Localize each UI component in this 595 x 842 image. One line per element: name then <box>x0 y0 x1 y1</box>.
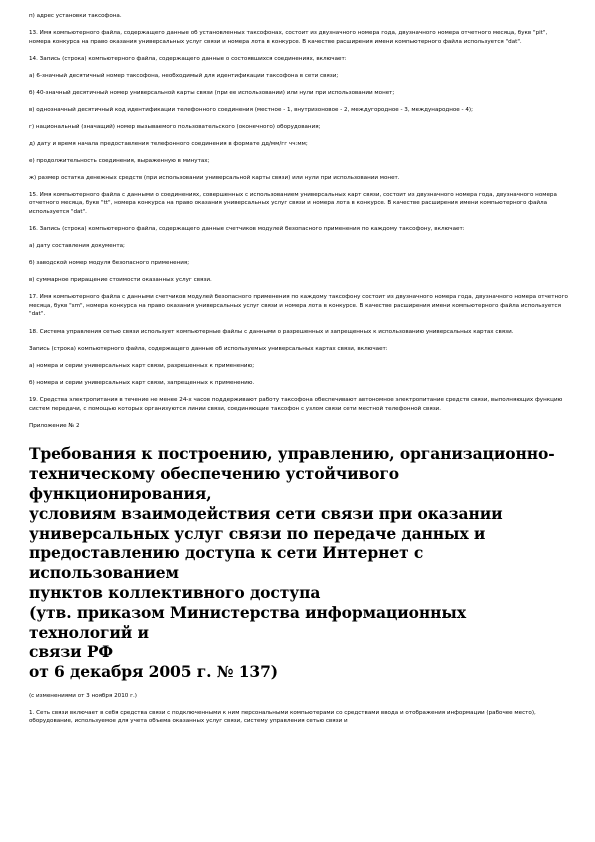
heading-line: Требования к построению, управлению, организационно- <box>29 444 555 464</box>
amendment-note: (с изменениями от 3 ноября 2010 г.) <box>29 692 137 699</box>
paragraph-14e: е) продолжительность соединения, выраженную в минутах; <box>29 157 210 164</box>
heading-line: универсальных услуг связи по передаче данных и <box>29 523 486 543</box>
paragraph-14b: б) 40-значный десятичный номер универсальной карты связи (при ее использовании) или нули при использовании монет; <box>29 90 395 97</box>
paragraph-13: 13. Имя компьютерного файла, содержащего данные об установленных таксофонах, состоит из двузначного номера года, двузначного номера отчетного месяца, букв "pit", номера конкурса на право оказания универсальных услуг связи и номера лота в конкурсе. В качестве расширения имени компьютерного файла используется "dat". <box>29 30 548 45</box>
paragraph-16: 16. Запись (строка) компьютерного файла, содержащего данные счетчиков модулей безопасного применения по каждому таксофону, включает: <box>29 226 465 233</box>
paragraph-14g: г) национальный (значащий) номер вызываемого пользовательского (оконечного) оборудования; <box>29 123 321 130</box>
paragraph-14a: а) 6-значный десятичный номер таксофона, необходимый для идентификации таксофона в сети связи; <box>29 73 339 80</box>
paragraph-item-p: п) адрес установки таксофона. <box>29 13 122 19</box>
paragraph-16v: в) суммарное приращение стоимости оказанных услуг связи. <box>29 276 212 283</box>
paragraph-18-record: Запись (строка) компьютерного файла, содержащего данные об используемых универсальных картах связи, включает: <box>29 345 388 352</box>
paragraph-16a: а) дату составления документа; <box>29 243 125 250</box>
paragraph-18a: а) номера и серии универсальных карт связи, разрешенных к применению; <box>29 362 255 369</box>
heading-line: пунктов коллективного доступа <box>29 582 321 602</box>
paragraph-14: 14. Запись (строка) компьютерного файла, содержащего данные о состоявшихся соединениях, включает: <box>29 56 347 63</box>
paragraph-18: 18. Система управления сетью связи использует компьютерные файлы с данными о разрешенных и запрещенных к использованию универсальных картах связи. <box>29 328 514 335</box>
paragraph-18b: б) номера и серии универсальных карт связи, запрещенных к применению. <box>29 379 255 386</box>
appendix-heading <box>29 444 569 682</box>
paragraph-17: 17. Имя компьютерного файла с данными счетчиков модулей безопасного применения по каждому таксофону состоит из двузначного номера года, двузначного номера отчетного месяца, букв "sm", номера конкурса на право оказания универсальных услуг связи и номера лота в конкурсе. В качестве расширения имени компьютерного файла используется "dat". <box>29 294 568 318</box>
appendix-paragraph-1: 1. Сеть связи включает в себя средства связи с подключенными к ним персональными компьютерами со средствами ввода и отображения информации (рабочее место), оборудование, используемое для учета объема оказанных услуг связи, систему управления сетью связи и <box>29 709 536 725</box>
paragraph-14d: д) дату и время начала предоставления телефонного соединения в формате дд/мм/гг чч:мм; <box>29 140 308 147</box>
heading-line: предоставлению доступа к сети Интернет с использованием <box>29 543 424 583</box>
heading-line: техническому обеспечению устойчивого функционирования, <box>29 464 400 503</box>
paragraph-19: 19. Средства электропитания в течение не менее 24-х часов поддерживают работу таксофона обеспечивают автономное электропитание средств связи, выполняющих функцию систем передачи, с помощью которых организуются линии связи, соединяющие таксофон с узлом связи сети местной телефонной связи. <box>29 397 563 412</box>
appendix-label: Приложение № 2 <box>29 422 80 429</box>
paragraph-14zh: ж) размер остатка денежных средств (при использовании универсальной карты связи) или нули при использовании монет. <box>29 174 400 181</box>
paragraph-14v: в) однозначный десятичный код идентификации телефонного соединения (местное - 1, внутризоновое - 2, междугородное - 3, международное - 4); <box>29 106 473 113</box>
heading-line: (утв. приказом Министерства информационных технологий и <box>29 602 466 642</box>
heading-line: условиям взаимодействия сети связи при оказании <box>29 503 503 523</box>
document-body <box>29 12 569 726</box>
heading-line: от 6 декабря 2005 г. № 137) <box>29 662 279 682</box>
paragraph-15: 15. Имя компьютерного файла с данными о соединениях, совершенных с использованием универсальных карт связи, состоит из двузначного номера года, двузначного номера отчетного месяца, букв "tt", номера конкурса на право оказания универсальных услуг связи и номера лота в конкурсе. В качестве расширения имени компьютерного файла используется "dat". <box>29 191 557 215</box>
paragraph-16b: б) заводской номер модуля безопасного применения; <box>29 260 190 266</box>
heading-line: связи РФ <box>29 642 114 662</box>
